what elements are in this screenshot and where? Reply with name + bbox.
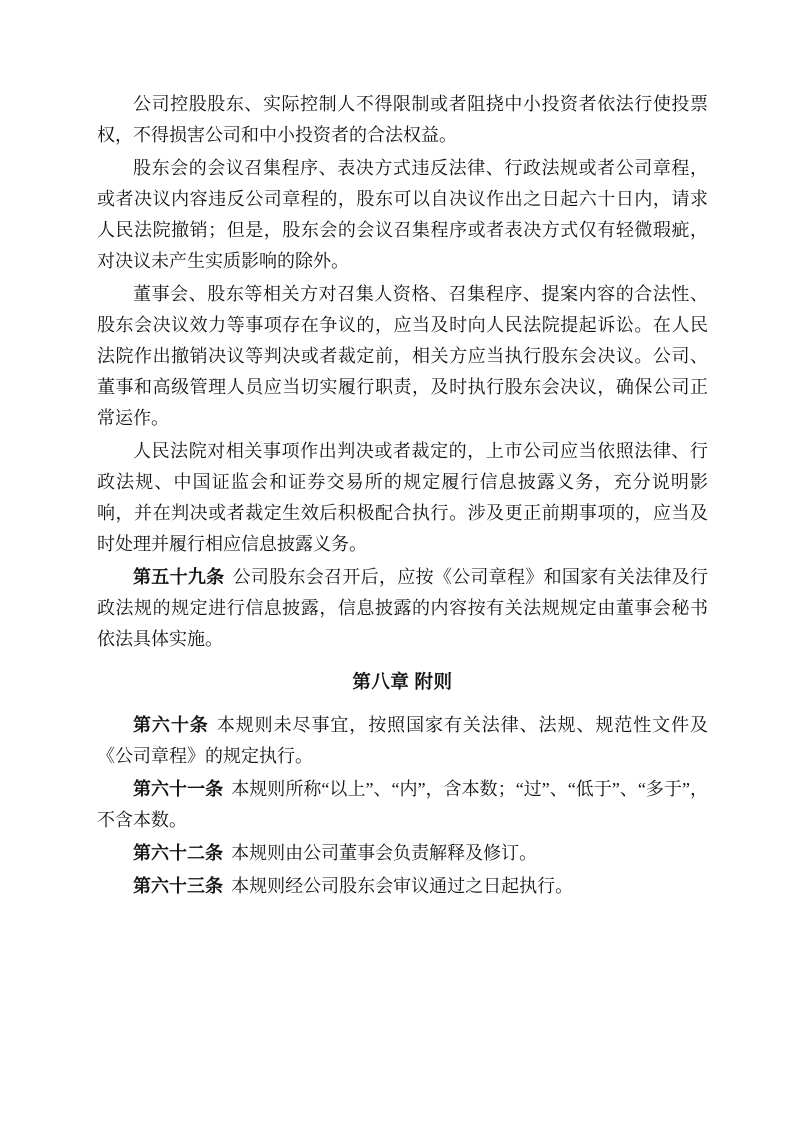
paragraph-article-63 [97, 871, 708, 902]
paragraph-text: 本规则经公司股东会审议通过之日起执行。 [231, 876, 574, 896]
paragraph-text: 本规则未尽事宜，按照国家有关法律、法规、规范性文件及《公司章程》的规定执行。 [97, 715, 709, 766]
article-number-label: 第六十条 [133, 715, 209, 735]
paragraph-text: 董事会、股东等相关方对召集人资格、召集程序、提案内容的合法性、股东会决议效力等事项存在争议的，应当及时向人民法院提起诉讼。在人民法院作出撤销决议等判决或者裁定前，相关方应当执行股东会决议。公司、董事和高级管理人员应当切实履行职责，及时执行股东会决议，确保公司正常运作。 [97, 284, 708, 428]
paragraph-text: 股东会的会议召集程序、表决方式违反法律、行政法规或者公司章程，或者决议内容违反公司章程的，股东可以自决议作出之日起六十日内，请求人民法院撤销；但是，股东会的会议召集程序或者表决方式仅有轻微瑕疵，对决议未产生实质影响的除外。 [97, 158, 708, 271]
paragraph-article-62 [97, 838, 708, 869]
article-number-label: 第五十九条 [133, 567, 225, 587]
paragraph-article-61 [97, 774, 708, 836]
paragraph [97, 279, 708, 434]
paragraph [97, 153, 708, 277]
paragraph-article-59 [97, 562, 708, 655]
article-number-label: 第六十二条 [133, 843, 223, 863]
paragraph [97, 89, 708, 151]
article-number-label: 第六十三条 [133, 876, 223, 896]
paragraph-article-60 [97, 710, 708, 772]
paragraph-text: 本规则所称“以上”、“内”，含本数；“过”、“低于”、“多于”，不含本数。 [97, 779, 709, 830]
paragraph-text: 本规则由公司董事会负责解释及修订。 [231, 843, 538, 863]
paragraph-text: 公司股东会召开后，应按《公司章程》和国家有关法律及行政法规的规定进行信息披露，信息披露的内容按有关法规规定由董事会秘书依法具体实施。 [97, 567, 708, 649]
paragraph-text: 公司控股股东、实际控制人不得限制或者阻挠中小投资者依法行使投票权，不得损害公司和中小投资者的合法权益。 [97, 94, 708, 145]
paragraph-text: 人民法院对相关事项作出判决或者裁定的，上市公司应当依照法律、行政法规、中国证监会和证券交易所的规定履行信息披露义务，充分说明影响，并在判决或者裁定生效后积极配合执行。涉及更正前期事项的，应当及时处理并履行相应信息披露义务。 [97, 441, 708, 554]
paragraph [97, 436, 708, 560]
chapter-heading: 第八章 附则 [352, 673, 453, 693]
article-number-label: 第六十一条 [133, 779, 224, 799]
